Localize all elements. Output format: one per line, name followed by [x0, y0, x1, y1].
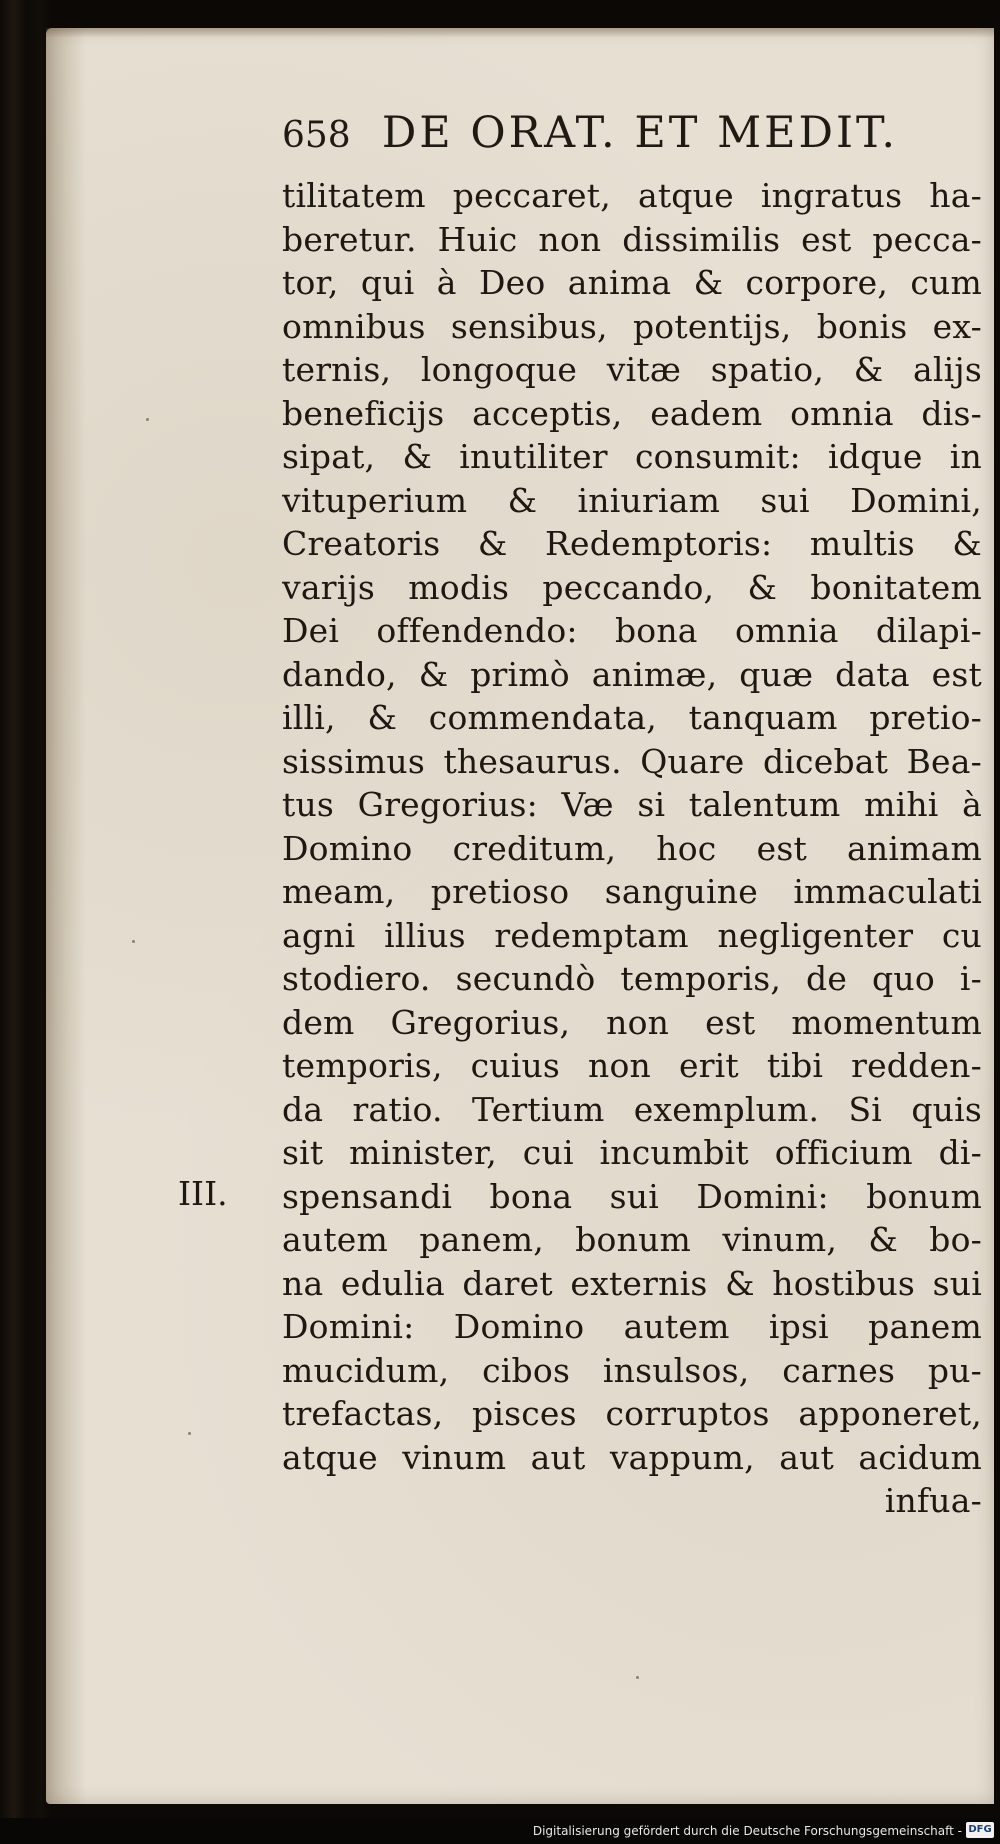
running-head	[282, 98, 972, 168]
text-line: varijs modis peccando, & bonitatem	[282, 567, 982, 607]
text-line: na edulia daret externis & hostibus sui	[282, 1263, 982, 1303]
text-line: meam, pretioso sanguine immaculati	[282, 872, 982, 911]
text-line: Dei offendendo: bona omnia dilapi-	[282, 611, 982, 650]
text-line: sit minister, cui incumbit officium di-	[282, 1133, 982, 1172]
text-line: mucidum, cibos insulsos, carnes pu-	[282, 1350, 982, 1390]
text-line: dando, & primò animæ, quæ data est	[282, 654, 982, 694]
funding-credit: Digitalisierung gefördert durch die Deutsche Forschungsgemeinschaft -	[532, 1824, 962, 1838]
text-line: Domini: Domino autem ipsi panem	[282, 1307, 982, 1346]
body-text	[282, 174, 982, 1523]
text-line: atque vinum aut vappum, aut acidum	[282, 1437, 982, 1477]
paper-speck	[146, 418, 149, 421]
text-line: spensandi bona sui Domini: bonum	[282, 1176, 982, 1216]
text-line: tor, qui à Deo anima & corpore, cum	[282, 263, 982, 302]
paper-speck	[636, 1676, 639, 1679]
text-line: Domino creditum, hoc est animam	[282, 828, 982, 868]
text-line: agni illius redemptam negligenter cu	[282, 915, 982, 955]
page-top-shadow	[46, 28, 994, 38]
running-title: DE ORAT. ET MEDIT.	[381, 108, 899, 158]
text-line: ternis, longoque vitæ spatio, & alijs	[282, 350, 982, 389]
text-line: temporis, cuius non erit tibi redden-	[282, 1046, 982, 1085]
text-line: tilitatem peccaret, atque ingratus ha-	[282, 176, 982, 215]
text-line: beretur. Huic non dissimilis est pecca-	[282, 219, 982, 259]
text-line: autem panem, bonum vinum, & bo-	[282, 1220, 982, 1259]
digitization-footer	[0, 1818, 1000, 1844]
dfg-logo-icon: DFG	[966, 1822, 994, 1838]
text-line: dem Gregorius, non est momentum	[282, 1002, 982, 1042]
text-line: sipat, & inutiliter consumit: idque in	[282, 437, 982, 476]
text-line: omnibus sensibus, potentijs, bonis ex-	[282, 306, 982, 346]
text-line: vituperium & iniuriam sui Domini,	[282, 480, 982, 520]
page-number: 658	[282, 115, 351, 156]
text-line: trefactas, pisces corruptos apponeret,	[282, 1394, 982, 1433]
catchword: infua-	[884, 1481, 982, 1520]
text-line: da ratio. Tertium exemplum. Si quis	[282, 1089, 982, 1129]
text-line: beneficijs acceptis, eadem omnia dis-	[282, 393, 982, 433]
book-page	[46, 28, 994, 1804]
text-line: stodiero. secundò temporis, de quo i-	[282, 959, 982, 998]
text-line: Creatoris & Redemptoris: multis &	[282, 524, 982, 563]
paper-speck	[188, 1432, 191, 1435]
text-line: illi, & commendata, tanquam pretio-	[282, 698, 982, 737]
text-line: tus Gregorius: Væ si talentum mihi à	[282, 785, 982, 824]
margin-note: III.	[178, 1174, 228, 1213]
paper-speck	[132, 940, 135, 943]
text-line: sissimus thesaurus. Quare dicebat Bea-	[282, 741, 982, 781]
